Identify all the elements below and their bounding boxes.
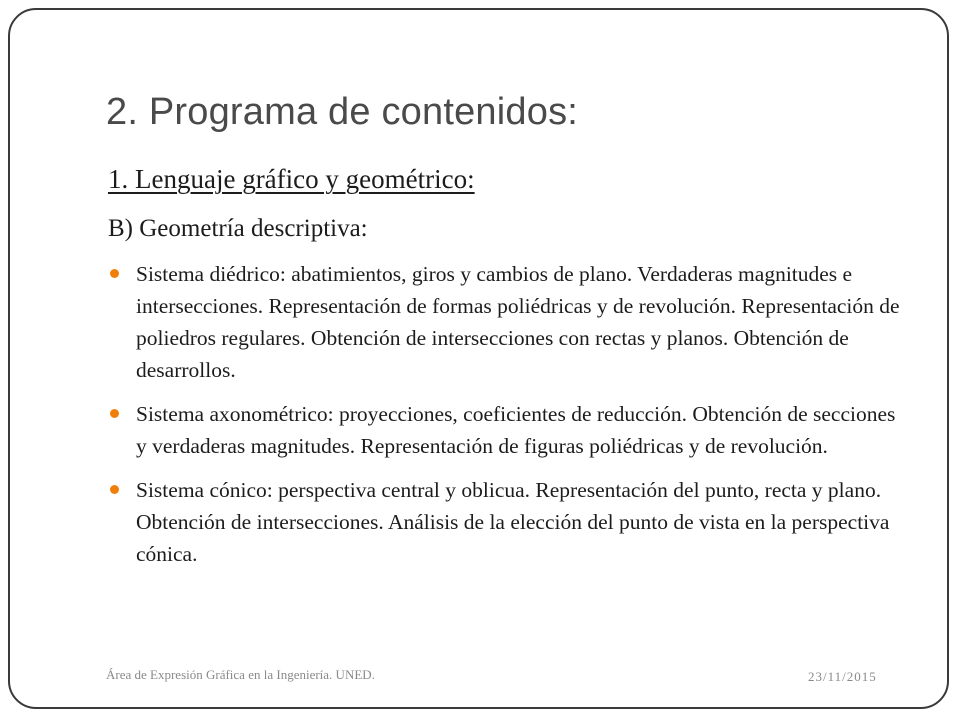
bullet-text: Sistema axonométrico: proyecciones, coeficientes de reducción. Obtención de secciones y verdaderas magnitudes. Representación de figuras poliédricas y de revolución. [136, 402, 896, 458]
bullet-item [110, 258, 910, 386]
bullet-item [110, 474, 910, 570]
bullet-dot-icon [110, 409, 119, 418]
bullet-list [110, 258, 910, 582]
footer-date: 23/11/2015 [808, 669, 877, 684]
footer-organization: Área de Expresión Gráfica en la Ingeniería. UNED. [106, 667, 375, 682]
section-heading: B) Geometría descriptiva: [108, 215, 368, 242]
bullet-text: Sistema diédrico: abatimientos, giros y cambios de plano. Verdaderas magnitudes e intersecciones. Representación de formas poliédricas y de revolución. Representación de poliedros regulares. Obtención de intersecciones con rectas y planos. Obtención de desarrollos. [136, 262, 900, 382]
slide-title: 2. Programa de contenidos: [106, 91, 579, 133]
bullet-dot-icon [110, 269, 119, 278]
bullet-item [110, 398, 910, 462]
slide-subtitle: 1. Lenguaje gráfico y geométrico: [108, 164, 475, 194]
bullet-dot-icon [110, 485, 119, 494]
bullet-text: Sistema cónico: perspectiva central y oblicua. Representación del punto, recta y plano. Obtención de intersecciones. Análisis de la elección del punto de vista en la perspectiva cónica. [136, 478, 890, 566]
